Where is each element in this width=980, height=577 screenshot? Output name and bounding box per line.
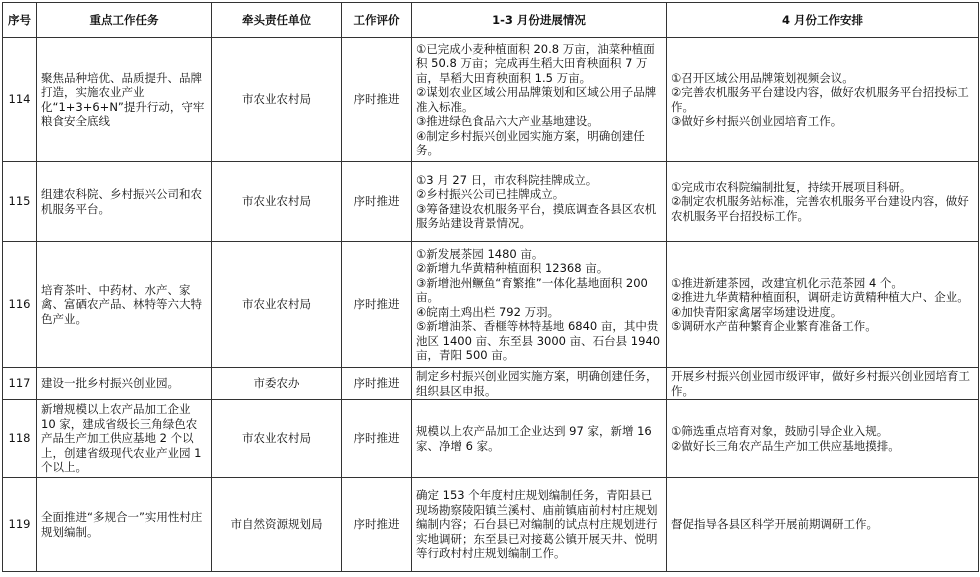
unit-cell: 市农业农村局 xyxy=(212,162,342,242)
task-cell: 培育茶叶、中药材、水产、家禽、富硒农产品、林特等六大特色产业。 xyxy=(37,242,212,368)
row-number: 119 xyxy=(3,478,37,572)
progress-cell xyxy=(412,162,667,242)
plan-line: ②推进九华黄精种植面积，调研走访黄精种植大户、企业。 xyxy=(671,290,969,304)
plan-line: 督促指导各县区科学开展前期调研工作。 xyxy=(671,517,878,532)
task-cell: 全面推进“多规合一”实用性村庄规划编制。 xyxy=(37,478,212,572)
progress-line: ②新增九华黄精种植面积 12368 亩。 xyxy=(416,261,609,275)
row-number: 118 xyxy=(3,400,37,478)
unit-cell: 市农业农村局 xyxy=(212,242,342,368)
progress-cell xyxy=(412,368,667,400)
progress-cell xyxy=(412,400,667,478)
evaluation-cell: 序时推进 xyxy=(342,368,412,400)
task-cell: 建设一批乡村振兴创业园。 xyxy=(37,368,212,400)
unit-cell: 市农业农村局 xyxy=(212,400,342,478)
header-unit: 牵头责任单位 xyxy=(212,3,342,38)
progress-line: ①新发展茶园 1480 亩。 xyxy=(416,246,544,261)
progress-line: ⑤新增油茶、香榧等林特基地 6840 亩，其中贵池区 1400 亩、东至县 3000 亩、石台县 1940 亩，青阳 500 亩。 xyxy=(416,319,661,362)
evaluation-cell: 序时推进 xyxy=(342,478,412,572)
table-row xyxy=(3,242,979,368)
row-number: 117 xyxy=(3,368,37,400)
progress-line: 规模以上农产品加工企业达到 97 家，新增 16 家、净增 6 家。 xyxy=(416,424,652,453)
plan-line: ①完成市农科院编制批复，持续开展项目科研。 xyxy=(671,179,912,194)
task-cell: 组建农科院、乡村振兴公司和农机服务平台。 xyxy=(37,162,212,242)
plan-line: ③做好乡村振兴创业园培育工作。 xyxy=(671,114,843,128)
header-index: 序号 xyxy=(3,3,37,38)
progress-line: ②乡村振兴公司已挂牌成立。 xyxy=(416,187,565,201)
progress-line: ③推进绿色食品六大产业基地建设。 xyxy=(416,114,599,128)
plan-line: ④加快青阳家禽屠宰场建设进度。 xyxy=(671,304,843,319)
plan-line: ①筛选重点培育对象，鼓励引导企业入规。 xyxy=(671,424,889,438)
evaluation-cell: 序时推进 xyxy=(342,162,412,242)
progress-line: 制定乡村振兴创业园实施方案，明确创建任务，组织县区申报。 xyxy=(416,369,658,398)
unit-cell: 市委农办 xyxy=(212,368,342,400)
work-plan-table xyxy=(2,2,979,572)
progress-line: ①已完成小麦种植面积 20.8 万亩，油菜种植面积 50.8 万亩；完成再生稻大田育秧面积 7 万亩，旱稻大田育秧面积 1.5 万亩。 xyxy=(416,41,655,85)
plan-line: 开展乡村振兴创业园市级评审，做好乡村振兴创业园培育工作。 xyxy=(671,369,970,398)
plan-line: ①召开区域公用品牌策划视频会议。 xyxy=(671,70,854,85)
plan-line: ⑤调研水产苗种繁育企业繁育准备工作。 xyxy=(671,319,877,333)
header-row xyxy=(3,3,979,38)
plan-line: ①推进新建茶园，改建宜机化示范茶园 4 个。 xyxy=(671,275,903,290)
header-progress: 1-3 月份进展情况 xyxy=(412,3,667,38)
header-evaluation: 工作评价 xyxy=(342,3,412,38)
unit-cell: 市自然资源规划局 xyxy=(212,478,342,572)
plan-cell xyxy=(667,38,979,162)
progress-line: ④皖南土鸡出栏 792 万羽。 xyxy=(416,304,560,319)
table-row xyxy=(3,400,979,478)
header-task: 重点工作任务 xyxy=(37,3,212,38)
table-row xyxy=(3,38,979,162)
progress-line: ①3 月 27 日，市农科院挂牌成立。 xyxy=(416,172,598,187)
progress-line: ④制定乡村振兴创业园实施方案，明确创建任务。 xyxy=(416,128,645,157)
plan-cell xyxy=(667,162,979,242)
plan-cell xyxy=(667,242,979,368)
plan-cell xyxy=(667,368,979,400)
progress-cell xyxy=(412,242,667,368)
row-number: 114 xyxy=(3,38,37,162)
evaluation-cell: 序时推进 xyxy=(342,38,412,162)
progress-line: ③新增池州鳜鱼“育繁推”一体化基地面积 200 亩。 xyxy=(416,275,648,304)
table-row xyxy=(3,368,979,400)
progress-cell xyxy=(412,38,667,162)
progress-line: 确定 153 个年度村庄规划编制任务，青阳县已现场勘察陵阳镇兰溪村、庙前镇庙前村村庄规划编制内容；石台县已对编制的试点村庄规划进行实地调研；东至县已对接葛公镇开展天井、悦明等行政村村庄规划编制工作。 xyxy=(416,488,658,561)
plan-line: ②完善农机服务平台建设内容，做好农机服务平台招投标工作。 xyxy=(671,85,969,114)
evaluation-cell: 序时推进 xyxy=(342,242,412,368)
row-number: 116 xyxy=(3,242,37,368)
header-plan: 4 月份工作安排 xyxy=(667,3,979,38)
row-number: 115 xyxy=(3,162,37,242)
task-cell: 新增规模以上农产品加工企业 10 家，建成省级长三角绿色农产品生产加工供应基地 2 个以上，创建省级现代农业产业园 1 个以上。 xyxy=(37,400,212,478)
task-cell: 聚焦品种培优、品质提升、品牌打造，实施农业产业化“1+3+6+N”提升行动，守牢粮食安全底线 xyxy=(37,38,212,162)
progress-line: ③筹备建设农机服务平台，摸底调查各县区农机服务站建设背景情况。 xyxy=(416,201,657,230)
table-row xyxy=(3,478,979,572)
plan-line: ②制定农机服务站标准，完善农机服务平台建设内容，做好农机服务平台招投标工作。 xyxy=(671,194,969,223)
plan-line: ②做好长三角农产品生产加工供应基地摸排。 xyxy=(671,438,900,453)
progress-cell xyxy=(412,478,667,572)
plan-cell xyxy=(667,478,979,572)
table-row xyxy=(3,162,979,242)
progress-line: ②谋划农业区域公用品牌策划和区域公用子品牌准入标准。 xyxy=(416,85,657,114)
evaluation-cell: 序时推进 xyxy=(342,400,412,478)
plan-cell xyxy=(667,400,979,478)
unit-cell: 市农业农村局 xyxy=(212,38,342,162)
